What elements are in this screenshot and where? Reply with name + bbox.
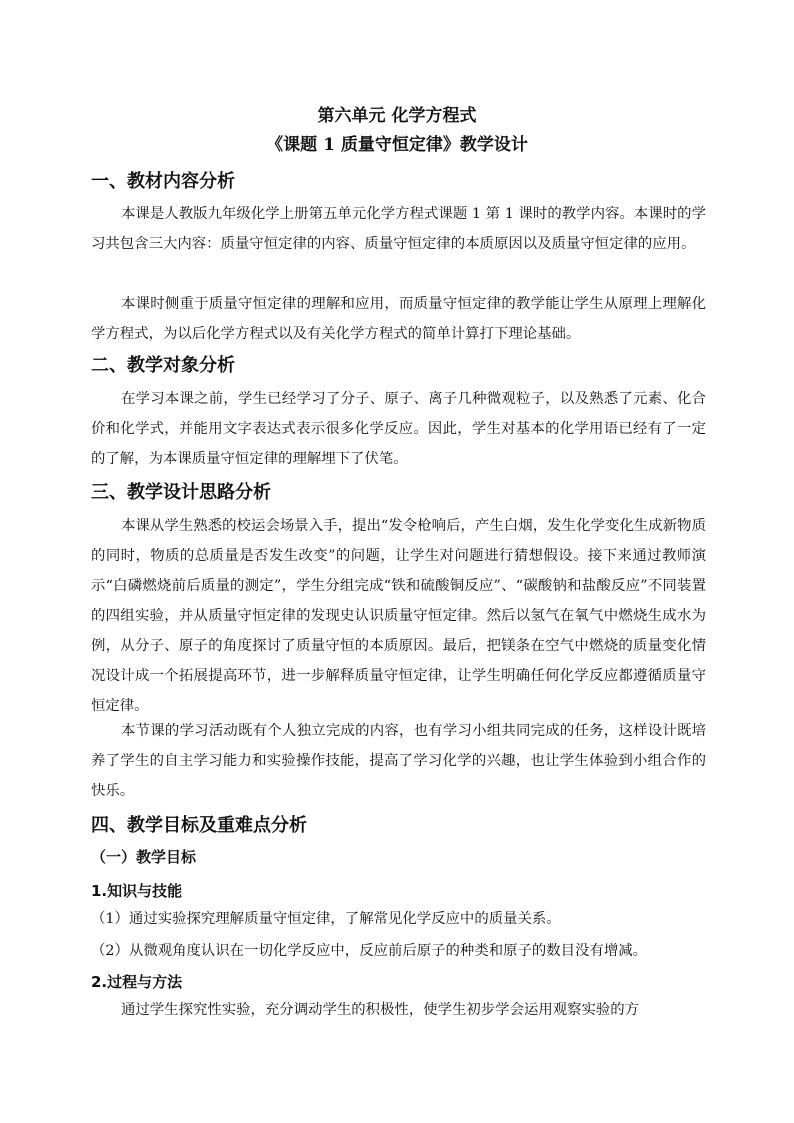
list-item-knowledge-1: （1）通过实验探究理解质量守恒定律，了解常见化学反应中的质量关系。 (91, 911, 561, 927)
point-label-process: 2.过程与方法 (91, 973, 183, 991)
paragraph-design-2: 本节课的学习活动既有个人独立完成的内容，也有学习小组共同完成的任务，这样设计既培养了学生的自主学习能力和实验操作技能，提高了学习化学的兴趣，也让学生体验到小组合作的快乐。 (91, 723, 706, 799)
paragraph-design-1: 本课从学生熟悉的校运会场景入手，提出“发令枪响后，产生白烟，发生化学变化生成新物质的同时，物质的总质量是否发生改变”的问题，让学生对问题进行猜想假设。接下来通过教师演示“白磷燃烧前后质量的测定”，学生分组完成“铁和硫酸铜反应”、“碳酸钠和盐酸反应”不同装置的四组实验，并从质量守恒定律的发现史认识质量守恒定律。然后以氢气在氧气中燃烧生成水为例，从分子、原子的角度探讨了质量守恒的本质原因。最后，把镁条在空气中燃烧的质量变化情况设计成一个拓展提高环节，进一步解释质量守恒定律，让学生明确任何化学反应都遵循质量守恒定律。 (91, 518, 706, 714)
paragraph-textbook-2: 本课时侧重于质量守恒定律的理解和应用，而质量守恒定律的教学能让学生从原理上理解化学方程式，为以后化学方程式以及有关化学方程式的简单计算打下理论基础。 (91, 296, 706, 342)
section-heading-textbook-analysis: 一、教材内容分析 (91, 171, 235, 192)
section-heading-student-analysis: 二、教学对象分析 (91, 355, 235, 376)
section-heading-design-analysis: 三、教学设计思路分析 (91, 482, 271, 503)
paragraph-process: 通过学生探究性实验，充分调动学生的积极性，使学生初步学会运用观察实验的方 (121, 1002, 640, 1018)
section-heading-objectives: 四、教学目标及重难点分析 (91, 815, 307, 836)
point-label-knowledge: 1.知识与技能 (91, 882, 183, 900)
document-subtitle: 《课题 1 质量守恒定律》教学设计 (266, 135, 528, 155)
document-title: 第六单元 化学方程式 (317, 106, 477, 126)
subheading-objectives: （一）教学目标 (91, 848, 197, 866)
paragraph-textbook-1: 本课是人教版九年级化学上册第五单元化学方程式课题 1 第 1 课时的教学内容。本课时的学习共包含三大内容：质量守恒定律的内容、质量守恒定律的本质原因以及质量守恒定律的应用。 (91, 206, 706, 252)
paragraph-student-1: 在学习本课之前，学生已经学习了分子、原子、离子几种微观粒子，以及熟悉了元素、化合价和化学式，并能用文字表达式表示很多化学反应。因此，学生对基本的化学用语已经有了一定的了解，为本课质量守恒定律的理解埋下了伏笔。 (91, 391, 706, 467)
list-item-knowledge-2: （2）从微观角度认识在一切化学反应中，反应前后原子的种类和原子的数目没有增减。 (91, 943, 648, 959)
